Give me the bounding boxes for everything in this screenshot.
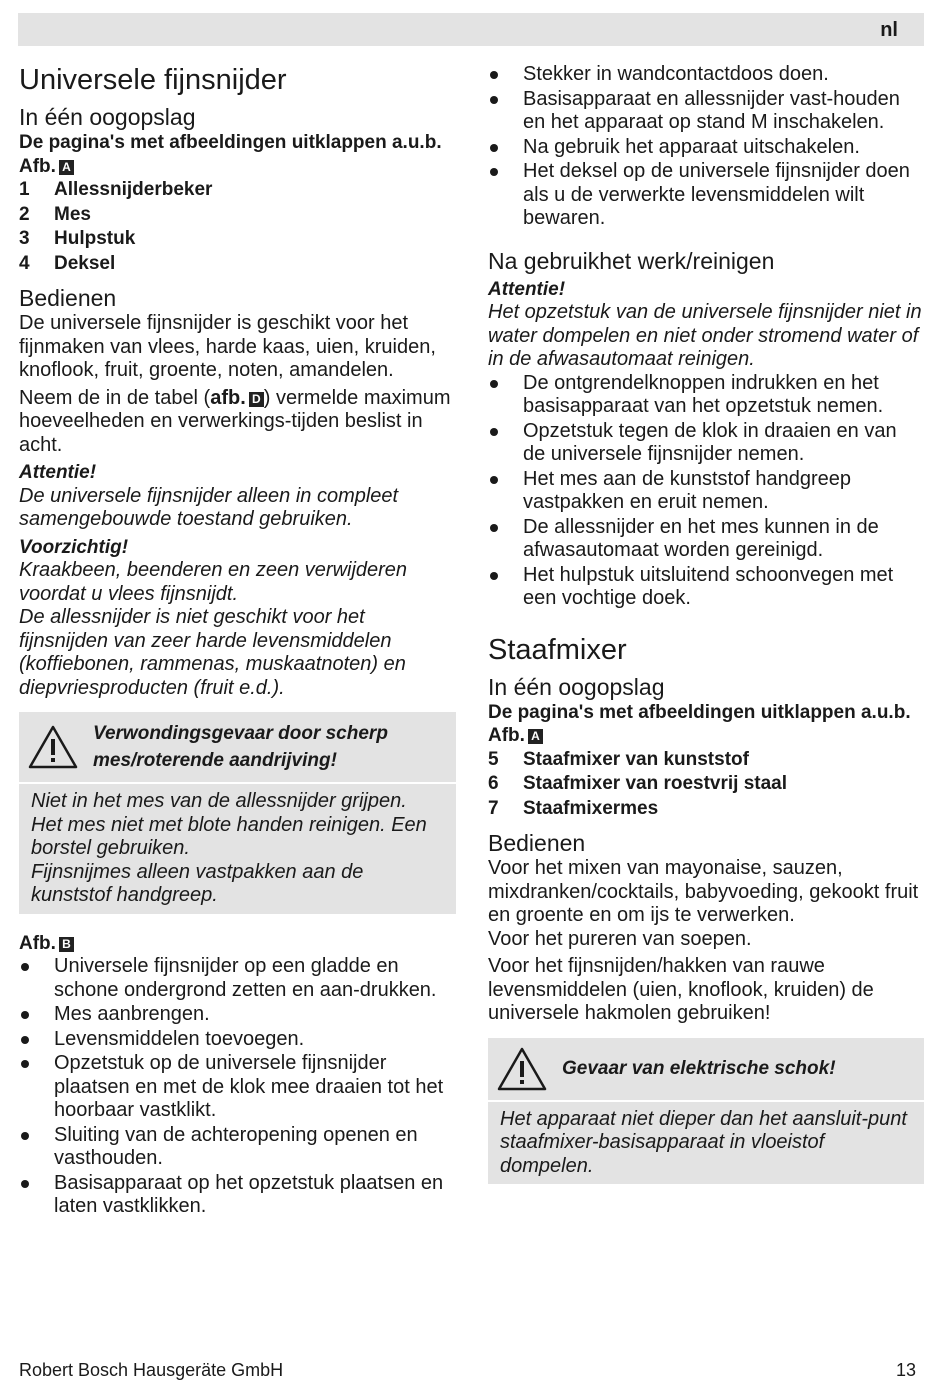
part-label: Hulpstuk <box>54 228 136 249</box>
bullet-icon <box>488 160 523 231</box>
mixer-operate-heading: Bedienen <box>488 830 586 856</box>
parts-list <box>19 178 456 276</box>
careful-text: Kraakbeen, beenderen en zeen verwijderen voordat u vlees fijnsnijdt. <box>19 559 408 605</box>
step-item <box>488 372 924 419</box>
bullet-icon <box>488 516 523 563</box>
part-number: 6 <box>488 773 499 794</box>
mixer-operate-paragraph-3: Voor het fijnsnijden/hakken van rauwe levensmiddelen (uien, knoflook, kruiden) de universele hakmolen gebruiken! <box>488 955 874 1024</box>
footer-company: Robert Bosch Hausgeräte GmbH <box>19 1360 284 1380</box>
attention-label: Attentie! <box>19 462 97 483</box>
operate-paragraph-table: Neem de in de tabel (afb. D ) vermelde maximum hoeveelheden en verwerkings-tijden beslist in acht. <box>19 386 451 456</box>
step-item <box>488 160 924 231</box>
step-item <box>19 1172 456 1219</box>
step-item <box>488 63 924 87</box>
step-item <box>488 564 924 611</box>
step-text: Universele fijnsnijder op een gladde en schone ondergrond zetten en aan-drukken. <box>54 955 437 1001</box>
bullet-icon <box>19 1052 54 1123</box>
overview-note: De pagina's met afbeeldingen uitklappen a.u.b. <box>19 132 442 153</box>
careful-label: Voorzichtig! <box>19 536 129 558</box>
operate-heading: Bedienen <box>19 285 117 311</box>
step-item <box>19 1052 456 1123</box>
attention-text: De universele fijnsnijder alleen in compleet samengebouwde toestand gebruiken. <box>19 484 399 530</box>
mixer-parts-list <box>488 748 924 822</box>
mixer-operate-paragraph: Voor het mixen van mayonaise, sauzen, mixdranken/cocktails, babyvoeding, gekookt fruit en groente en om ijs te verwerken. <box>488 857 919 926</box>
part-number: 2 <box>19 203 30 225</box>
bullet-icon <box>488 63 523 87</box>
step-text: Het deksel op de universele fijnsnijder doen als u de verwerkte levensmiddelen wilt bewaren. <box>523 160 910 229</box>
clean-attention-text: Het opzetstuk van de universele fijnsnijder niet in water dompelen en niet onder stromend water of in de afwasautomaat reinigen. <box>488 301 922 370</box>
part-number: 1 <box>19 179 30 200</box>
section-title-staafmixer: Staafmixer <box>488 633 627 666</box>
warning-line: Fijnsnijmes alleen vastpakken aan de kunststof handgreep. <box>31 860 364 906</box>
operate-paragraph: De universele fijnsnijder is geschikt voor het fijnmaken van vlees, harde kaas, uien, kruiden, knoflook, fruit, groente, noten, amandelen. <box>19 312 436 381</box>
step-text: Basisapparaat op het opzetstuk plaatsen en laten vastklikken. <box>54 1171 444 1217</box>
bullet-icon <box>488 468 523 515</box>
step-item <box>488 516 924 563</box>
step-item <box>488 88 924 135</box>
step-item <box>19 1003 456 1027</box>
steps-list <box>19 955 456 1219</box>
part-item <box>488 797 924 822</box>
step-item <box>19 955 456 1002</box>
left-column <box>19 63 456 1220</box>
overview-heading: In één oogopslag <box>19 104 196 130</box>
part-label: Mes <box>54 203 91 225</box>
bullet-icon <box>19 955 54 1002</box>
afb-reference: Afb. A <box>19 155 456 179</box>
bullet-icon <box>19 1124 54 1171</box>
mixer-warning-box <box>488 1038 924 1185</box>
part-number: 5 <box>488 748 499 770</box>
warning-triangle-icon <box>27 724 79 770</box>
mixer-afb-reference: Afb. A <box>488 724 924 748</box>
mixer-warning-body: Het apparaat niet dieper dan het aansluit-punt staafmixer-basisapparaat in vloeistof dompelen. <box>500 1107 907 1177</box>
bullet-icon <box>19 1003 54 1027</box>
careful-text-2: De allessnijder is niet geschikt voor het fijnsnijden van zeer harde levensmiddelen (koffiebonen, rammenas, muskaatnoten) en diepvriesproducten (fruit e.d.). <box>19 606 406 699</box>
step-text: De ontgrendelknoppen indrukken en het basisapparaat van het opzetstuk nemen. <box>523 371 884 417</box>
page-number: 13 <box>895 1360 916 1380</box>
warning-line: Het mes niet met blote handen reinigen. Een borstel gebruiken. <box>31 813 427 859</box>
figure-letter-badge: D <box>249 392 264 407</box>
step-text: Mes aanbrengen. <box>54 1003 210 1025</box>
warning-triangle-icon <box>496 1046 548 1092</box>
part-item <box>19 252 456 277</box>
step-item <box>488 420 924 467</box>
clean-attention-label: Attentie! <box>488 278 566 300</box>
bullet-icon <box>488 420 523 467</box>
step-text: Stekker in wandcontactdoos doen. <box>523 63 829 85</box>
part-label: Staafmixermes <box>523 797 659 819</box>
figure-letter-badge: A <box>528 729 543 744</box>
bullet-icon <box>488 372 523 419</box>
part-item <box>488 772 924 797</box>
figure-letter-badge: B <box>59 937 74 952</box>
part-number: 7 <box>488 797 499 819</box>
clean-steps-list <box>488 372 924 611</box>
figure-letter-badge: A <box>59 160 74 175</box>
warning-box <box>19 712 456 914</box>
mixer-operate-paragraph-2: Voor het pureren van soepen. <box>488 927 752 950</box>
part-number: 3 <box>19 228 30 249</box>
part-item <box>19 203 456 228</box>
step-item <box>19 1124 456 1171</box>
bullet-icon <box>19 1028 54 1052</box>
step-item <box>19 1028 456 1052</box>
bullet-icon <box>488 136 523 160</box>
steps-list-continued <box>488 63 924 231</box>
bullet-icon <box>488 564 523 611</box>
step-text: Sluiting van de achteropening openen en vasthouden. <box>54 1123 418 1169</box>
mixer-overview-note: De pagina's met afbeeldingen uitklappen a.u.b. <box>488 701 911 723</box>
part-number: 4 <box>19 252 30 274</box>
step-text: Na gebruik het apparaat uitschakelen. <box>523 135 860 158</box>
mixer-overview-heading: In één oogopslag <box>488 673 665 700</box>
bullet-icon <box>19 1172 54 1219</box>
step-text: Basisapparaat en allessnijder vast-houden en het apparaat op stand M inschakelen. <box>523 87 900 133</box>
bullet-icon <box>488 88 523 135</box>
warning-body <box>19 784 456 914</box>
part-label: Allessnijderbeker <box>54 179 213 200</box>
step-text: De allessnijder en het mes kunnen in de afwasautomaat worden gereinigd. <box>523 515 879 561</box>
right-column <box>488 63 924 1184</box>
header-bar <box>18 13 924 46</box>
clean-heading: Na gebruikhet werk/reinigen <box>488 247 775 274</box>
part-label: Deksel <box>54 252 116 274</box>
language-code: nl <box>880 19 898 41</box>
step-text: Opzetstuk op de universele fijnsnijder plaatsen en met de klok mee draaien tot het hoorbaar vastklikt. <box>54 1052 444 1121</box>
step-text: Levensmiddelen toevoegen. <box>54 1027 305 1050</box>
mixer-warning-title: Gevaar van elektrische schok! <box>562 1058 836 1079</box>
step-text: Het hulpstuk uitsluitend schoonvegen met een vochtige doek. <box>523 563 894 609</box>
part-item <box>19 227 456 252</box>
step-item <box>488 136 924 160</box>
part-item <box>19 178 456 203</box>
step-text: Het mes aan de kunststof handgreep vastpakken en eruit nemen. <box>523 467 851 513</box>
part-label: Staafmixer van roestvrij staal <box>523 773 788 794</box>
section-title-fijnsnijder: Universele fijnsnijder <box>19 64 287 96</box>
part-label: Staafmixer van kunststof <box>523 748 749 770</box>
afb-b-reference: Afb. B <box>19 932 456 956</box>
warning-title: Verwondingsgevaar door scherp mes/roterende aandrijving! <box>93 723 388 771</box>
warning-line: Niet in het mes van de allessnijder grijpen. <box>31 790 407 812</box>
step-text: Opzetstuk tegen de klok in draaien en van de universele fijnsnijder nemen. <box>523 419 897 465</box>
part-item <box>488 748 924 773</box>
step-item <box>488 468 924 515</box>
